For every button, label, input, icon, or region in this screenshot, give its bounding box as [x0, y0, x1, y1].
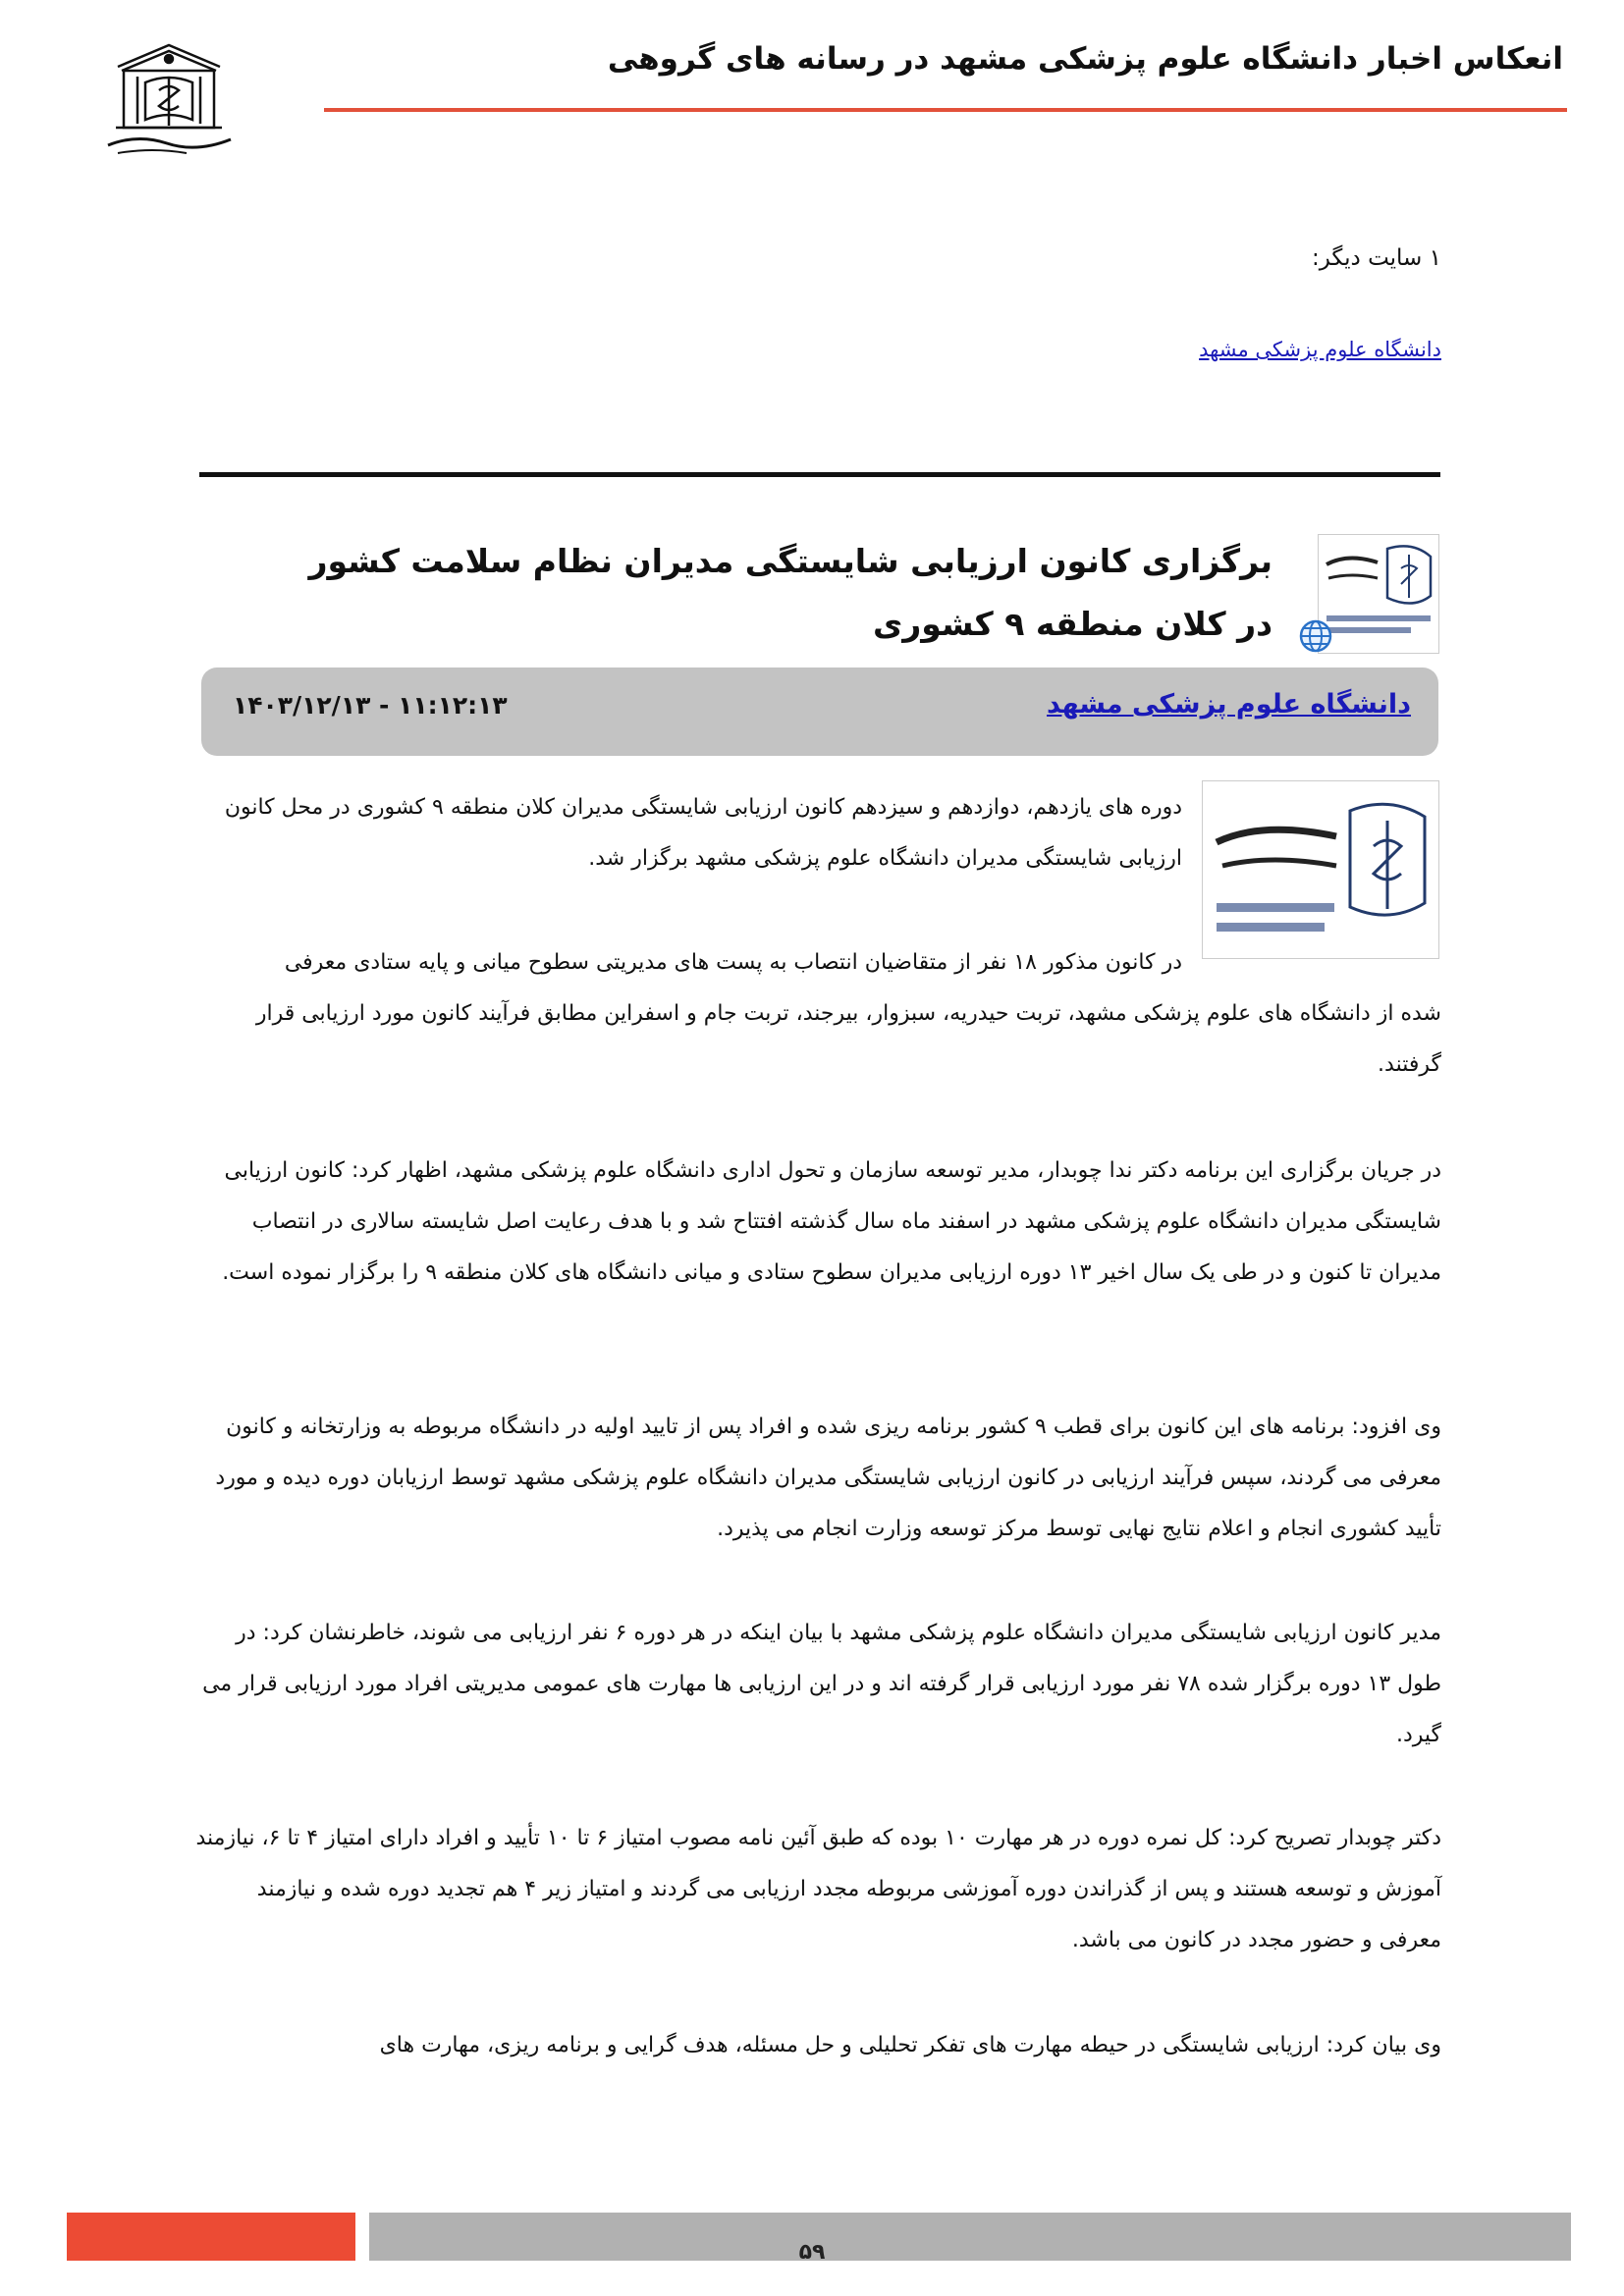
news-title: برگزاری کانون ارزیابی شایستگی مدیران نظام سلامت کشور در کلان منطقه ۹ کشوری	[308, 542, 1272, 643]
body-paragraph-6: دکتر چوبدار تصریح کرد: کل نمره دوره در هر مهارت ۱۰ بوده که طبق آئین نامه مصوب امتیاز ۶ تا ۱۰ تأیید و افراد دارای امتیاز ۴ تا ۶، نیازمند آموزش و توسعه هستند و پس از گذراندن دوره آموزشی مربوطه مجدد ارزیابی می گردند و امتیاز زیر ۴ هم تجدید دوره شده و نیازمند معرفی و حضور مجدد در کانون می باشد.	[195, 1826, 1441, 1952]
mashhad-university-logo-icon	[1318, 534, 1439, 654]
body-paragraph-1: دوره های یازدهم، دوازدهم و سیزدهم کانون ارزیابی شایستگی مدیران کلان منطقه ۹ کشوری در محل کانون ارزیابی شایستگی مدیران دانشگاه علوم پزشکی مشهد برگزار شد.	[224, 795, 1182, 871]
body-paragraph-3: در جریان برگزاری این برنامه دکتر ندا چوبدار، مدیر توسعه سازمان و تحول اداری دانشگاه علوم پزشکی مشهد، اظهار کرد: کانون ارزیابی شایستگی مدیران دانشگاه علوم پزشکی مشهد در اسفند ماه سال گذشته افتتاح شد و با هدف رعایت اصل شایسته سالاری در انتصاب مدیران تا کنون و در طی یک سال اخیر ۱۳ دوره ارزیابی مدیران سطوح ستادی و میانی دانشگاه های کلان منطقه ۹ را برگزار نموده است.	[222, 1158, 1441, 1285]
body-paragraph-4: وی افزود: برنامه های این کانون برای قطب ۹ کشور برنامه ریزی شده و افراد پس از تایید اولیه در دانشگاه مربوطه به وزارتخانه و کانون معرفی می گردند، سپس فرآیند ارزیابی در کانون ارزیابی شایستگی مدیران دانشگاه علوم پزشکی مشهد توسط ارزیابان دوره دیده و مورد تأیید کشوری انجام و اعلام نتایج نهایی توسط مرکز توسعه وزارت انجام می پذیرد.	[215, 1415, 1441, 1541]
body-paragraph-2: در کانون مذکور ۱۸ نفر از متقاضیان انتصاب به پست های مدیریتی سطوح میانی و پایه ستادی معرفی شده از دانشگاه های علوم پزشکی مشهد، تربت حیدریه، سبزوار، بیرجند، تربت جام و اسفراین مطابق فرآیند کانون مورد ارزیابی قرار گرفتند.	[255, 950, 1441, 1077]
globe-icon	[1298, 618, 1333, 654]
header-accent-rule	[324, 108, 1567, 112]
source-bar	[201, 667, 1438, 756]
publish-datetime: ۱۴۰۳/۱۲/۱۳ - ۱۱:۱۲:۱۳	[233, 691, 508, 720]
other-sites-label: ۱ سایت دیگر:	[1311, 245, 1441, 271]
source-link[interactable]: دانشگاه علوم پزشکی مشهد	[1047, 689, 1411, 720]
mashhad-university-logo-icon	[1202, 780, 1439, 959]
university-emblem-icon	[98, 37, 241, 163]
other-site-link[interactable]: دانشگاه علوم پزشکی مشهد	[1199, 338, 1441, 361]
body-paragraph-7: وی بیان کرد: ارزیابی شایستگی در حیطه مهارت های تفکر تحلیلی و حل مسئله، هدف گرایی و برنامه ریزی، مهارت های	[379, 2033, 1441, 2057]
page-number: ۵۹	[798, 2240, 826, 2265]
body-paragraph-5: مدیر کانون ارزیابی شایستگی مدیران دانشگاه علوم پزشکی مشهد با بیان اینکه در هر دوره ۶ نفر ارزیابی می شوند، خاطرنشان کرد: در طول ۱۳ دوره برگزار شده ۷۸ نفر مورد ارزیابی قرار گرفته اند و در این ارزیابی ها مهارت های عمومی مدیریتی افراد مورد ارزیابی قرار می گیرد.	[202, 1621, 1441, 1747]
section-divider	[199, 472, 1440, 477]
page-header-title: انعکاس اخبار دانشگاه علوم پزشکی مشهد در رسانه های گروهی	[607, 41, 1563, 77]
